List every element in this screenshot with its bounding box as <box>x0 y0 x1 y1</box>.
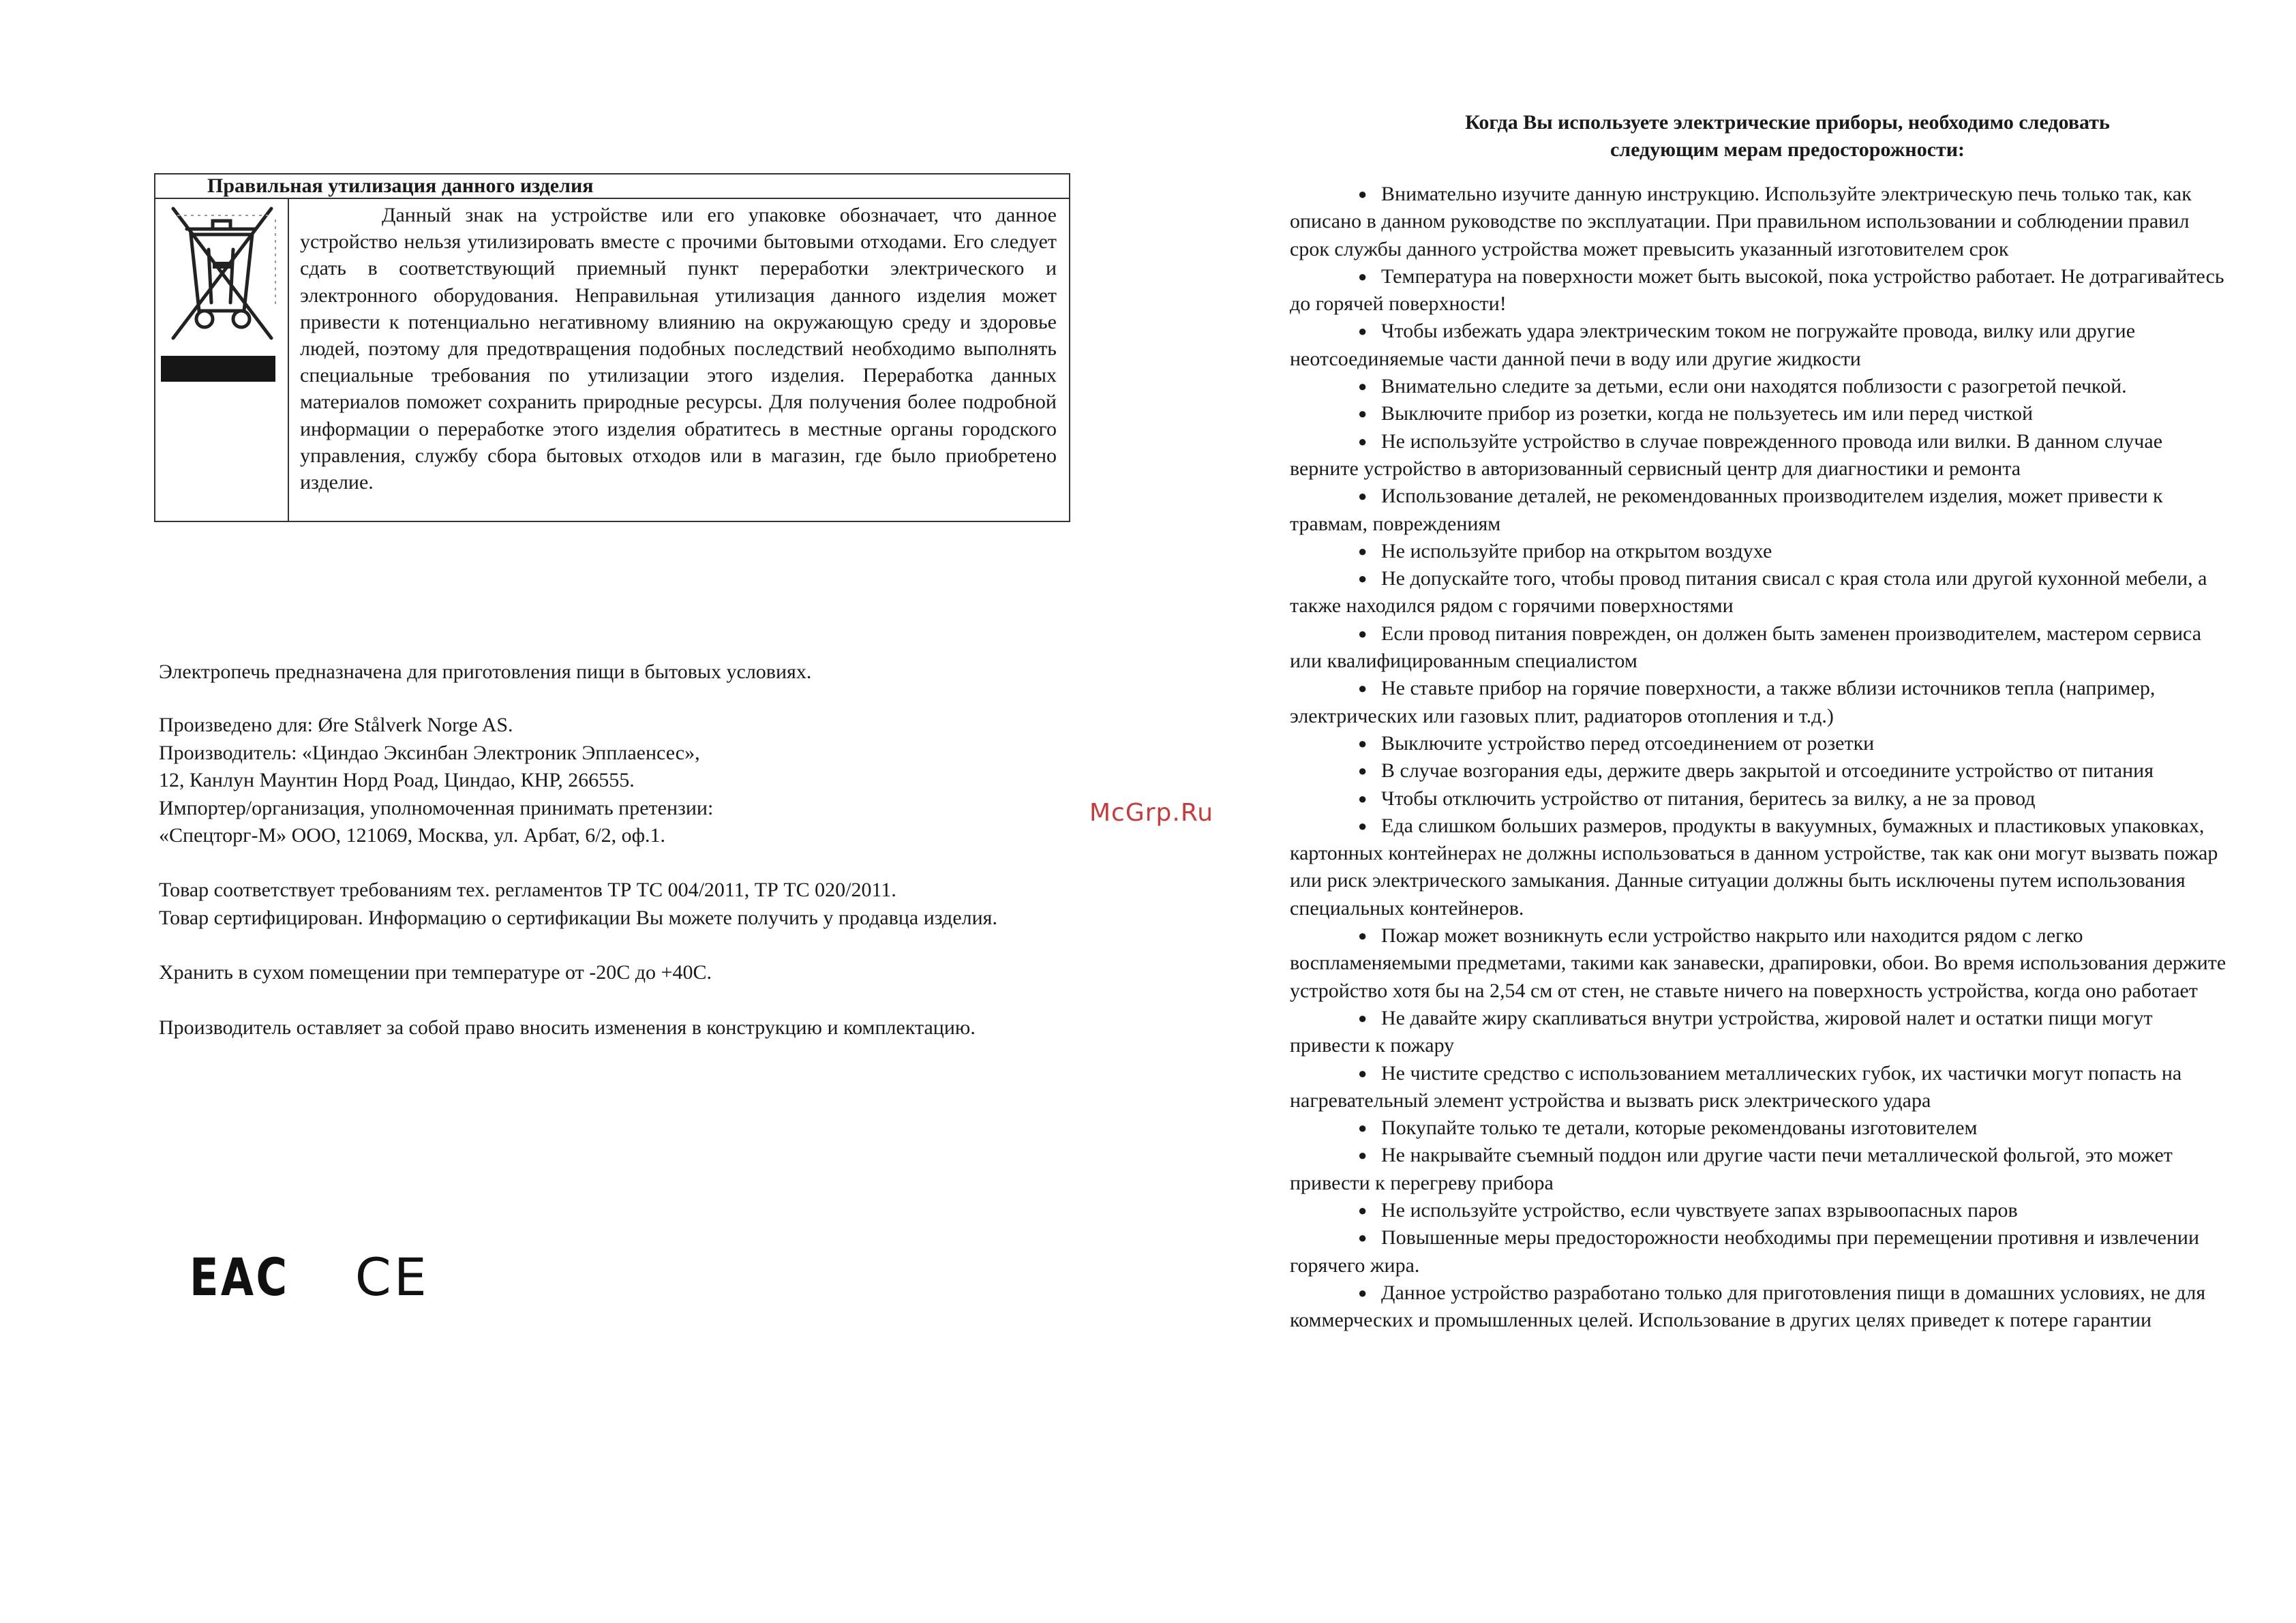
certification-marks <box>190 1247 429 1307</box>
bullet-icon: ● <box>1358 267 1368 285</box>
bullet-icon: ● <box>1358 487 1368 505</box>
bullet-icon: ● <box>1358 1201 1368 1219</box>
list-item: ● Чтобы отключить устройство от питания, беритесь за вилку, а не за провод <box>1290 785 2231 813</box>
list-item: ● Выключите устройство перед отсоединением от розетки <box>1290 730 2231 757</box>
ce-mark: CE <box>354 1247 429 1307</box>
purpose-block <box>159 658 811 686</box>
list-item: ● Не используйте устройство, если чувствуете запах взрывоопасных паров <box>1290 1197 2231 1224</box>
compliance-text: Товар соответствует требованиям тех. регламентов ТР ТС 004/2011, ТР ТС 020/2011. <box>159 879 896 901</box>
bullet-icon: ● <box>1358 762 1368 780</box>
produced-for: Произведено для: Øre Stålverk Norge AS. <box>159 714 513 736</box>
list-item: ● Не ставьте прибор на горячие поверхности, а также вблизи источников тепла (например, электрических или газовых плит, радиаторов отопления и т.д.) <box>1290 675 2231 730</box>
watermark: McGrp.Ru <box>1089 799 1214 827</box>
bullet-icon: ● <box>1358 1147 1368 1164</box>
list-item: ● Чтобы избежать удара электрическим током не погружайте провода, вилку или другие неотсоединяемые части данной печи в воду или другие жидкости <box>1290 318 2231 373</box>
list-item: ● Не чистите средство с использованием металлических губок, их частички могут попасть на нагревательный элемент устройства и вызвать риск электрического удара <box>1290 1060 2231 1115</box>
list-item: ● Покупайте только те детали, которые рекомендованы изготовителем <box>1290 1114 2231 1142</box>
list-item: ● Повышенные меры предосторожности необходимы при перемещении противня и извлечении горячего жира. <box>1290 1224 2231 1279</box>
compliance-block <box>159 877 997 932</box>
bullet-icon: ● <box>1358 378 1368 395</box>
list-item: ● Данное устройство разработано только для приготовления пищи в домашних условиях, не для коммерческих и промышленных целей. Использование в других целях приведет к потере гарантии <box>1290 1279 2231 1335</box>
bullet-icon: ● <box>1358 570 1368 588</box>
bullet-icon: ● <box>1358 1064 1368 1082</box>
list-item: ● Выключите прибор из розетки, когда не пользуетесь им или перед чисткой <box>1290 400 2231 427</box>
heading-line-2: следующим мерам предосторожности: <box>1610 138 1965 161</box>
bullet-icon: ● <box>1358 1009 1368 1027</box>
bullet-icon: ● <box>1358 624 1368 642</box>
bullet-icon: ● <box>1358 322 1368 340</box>
purpose-text: Электропечь предназначена для приготовления пищи в бытовых условиях. <box>159 661 812 683</box>
bullet-icon: ● <box>1358 405 1368 423</box>
importer-address: «Спецторг-М» ООО, 121069, Москва, ул. Арбат, 6/2, оф.1. <box>159 824 666 847</box>
disposal-body <box>155 199 1069 521</box>
list-item: ● Не накрывайте съемный поддон или другие части печи металлической фольгой, это может привести к перегреву прибора <box>1290 1142 2231 1197</box>
list-item: ● Не используйте прибор на открытом воздухе <box>1290 538 2231 565</box>
bullet-icon: ● <box>1358 1284 1368 1301</box>
list-item: ● Внимательно изучите данную инструкцию. Используйте электрическую печь только так, как описано в данном руководстве по эксплуатации. При правильном использовании и соблюдении правил срок службы данного устройства может превысить указанный изготовителем срок <box>1290 181 2231 263</box>
bullet-icon: ● <box>1358 185 1368 202</box>
manufacturer-block <box>159 712 713 850</box>
changes-text: Производитель оставляет за собой право вносить изменения в конструкцию и комплектацию. <box>159 1016 976 1039</box>
importer: Импортер/организация, уполномоченная принимать претензии: <box>159 796 714 819</box>
precautions-list <box>1290 181 2231 1334</box>
bullet-icon: ● <box>1358 1229 1368 1247</box>
bullet-icon: ● <box>1358 927 1368 945</box>
disposal-text-cell <box>300 202 1057 496</box>
changes-block <box>159 1014 976 1042</box>
disposal-icon-cell <box>155 199 289 521</box>
bullet-icon: ● <box>1358 680 1368 697</box>
bullet-icon: ● <box>1358 817 1368 834</box>
disposal-title: Правильная утилизация данного изделия <box>155 175 1069 199</box>
bullet-icon: ● <box>1358 432 1368 450</box>
list-item: ● Если провод питания поврежден, он должен быть заменен производителем, мастером сервиса или квалифицированным специалистом <box>1290 620 2231 676</box>
disposal-notice-box <box>154 173 1070 522</box>
list-item: ● Использование деталей, не рекомендованных производителем изделия, может привести к травмам, повреждениям <box>1290 483 2231 538</box>
list-item: ● Пожар может возникнуть если устройство накрыто или находится рядом с легко воспламеняемыми предметами, такими как занавески, драпировки, обои. Во время использования держите устройство хотя бы на 2,54 см от стен, не ставьте ничего на поверхность устройства, когда оно работает <box>1290 922 2231 1005</box>
bullet-icon: ● <box>1358 734 1368 752</box>
list-item: ● Температура на поверхности может быть высокой, пока устройство работает. Не дотрагивайтесь до горячей поверхности! <box>1290 263 2231 318</box>
eac-mark: EAC <box>190 1247 290 1307</box>
bullet-icon: ● <box>1358 542 1368 560</box>
bullet-icon: ● <box>1358 1119 1368 1137</box>
certification-text: Товар сертифицирован. Информацию о сертификации Вы можете получить у продавца изделия. <box>159 906 997 929</box>
solid-bar-mark <box>161 356 275 382</box>
disposal-paragraph: Данный знак на устройстве или его упаковке обозначает, что данное устройство нельзя утилизировать вместе с прочими бытовыми отходами. Его следует сдать в соответствующий приемный пункт переработки электрического и электронного оборудования. Неправильная утилизация данного изделия может привести к потенциально негативному влиянию на окружающую среду и здоровье людей, поэтому для предотвращения подобных последствий необходимо выполнять специальные требования по утилизации этого изделия. Переработка данных материалов поможет сохранить природные ресурсы. Для получения более подробной информации о переработке этого изделия обратитесь в местные органы городского управления, службу сбора бытовых отходов или в магазин, где было приобретено изделие. <box>300 204 1057 494</box>
list-item: ● Не допускайте того, чтобы провод питания свисал с края стола или другой кухонной мебели, а также находился рядом с горячими поверхностями <box>1290 565 2231 620</box>
list-item: ● Еда слишком больших размеров, продукты в вакуумных, бумажных и пластиковых упаковках, картонных контейнерах не должны использоваться в данном устройстве, так как они могут вызвать пожар или риск электрического замыкания. Данные ситуации должны быть исключены путем использования специальных контейнеров. <box>1290 813 2231 922</box>
list-item: ● Не используйте устройство в случае поврежденного провода или вилки. В данном случае верните устройство в авторизованный сервисный центр для диагностики и ремонта <box>1290 428 2231 483</box>
list-item: ● Не давайте жиру скапливаться внутри устройства, жировой налет и остатки пищи могут привести к пожару <box>1290 1005 2231 1060</box>
list-item: ● Внимательно следите за детьми, если они находятся поблизости с разогретой печкой. <box>1290 373 2231 400</box>
list-item: ● В случае возгорания еды, держите дверь закрытой и отсоедините устройство от питания <box>1290 757 2231 785</box>
manufacturer-address: 12, Канлун Маунтин Норд Роад, Циндао, КНР, 266555. <box>159 769 635 791</box>
storage-block <box>159 959 712 987</box>
manufacturer: Производитель: «Циндао Эксинбан Электроник Эпплаенсес», <box>159 741 700 764</box>
precautions-heading <box>1290 109 2285 164</box>
crossed-out-wheelie-bin-icon <box>160 202 282 346</box>
storage-text: Хранить в сухом помещении при температуре от -20С до +40С. <box>159 961 712 984</box>
bullet-icon: ● <box>1358 789 1368 807</box>
heading-line-1: Когда Вы используете электрические приборы, необходимо следовать <box>1465 111 2110 134</box>
